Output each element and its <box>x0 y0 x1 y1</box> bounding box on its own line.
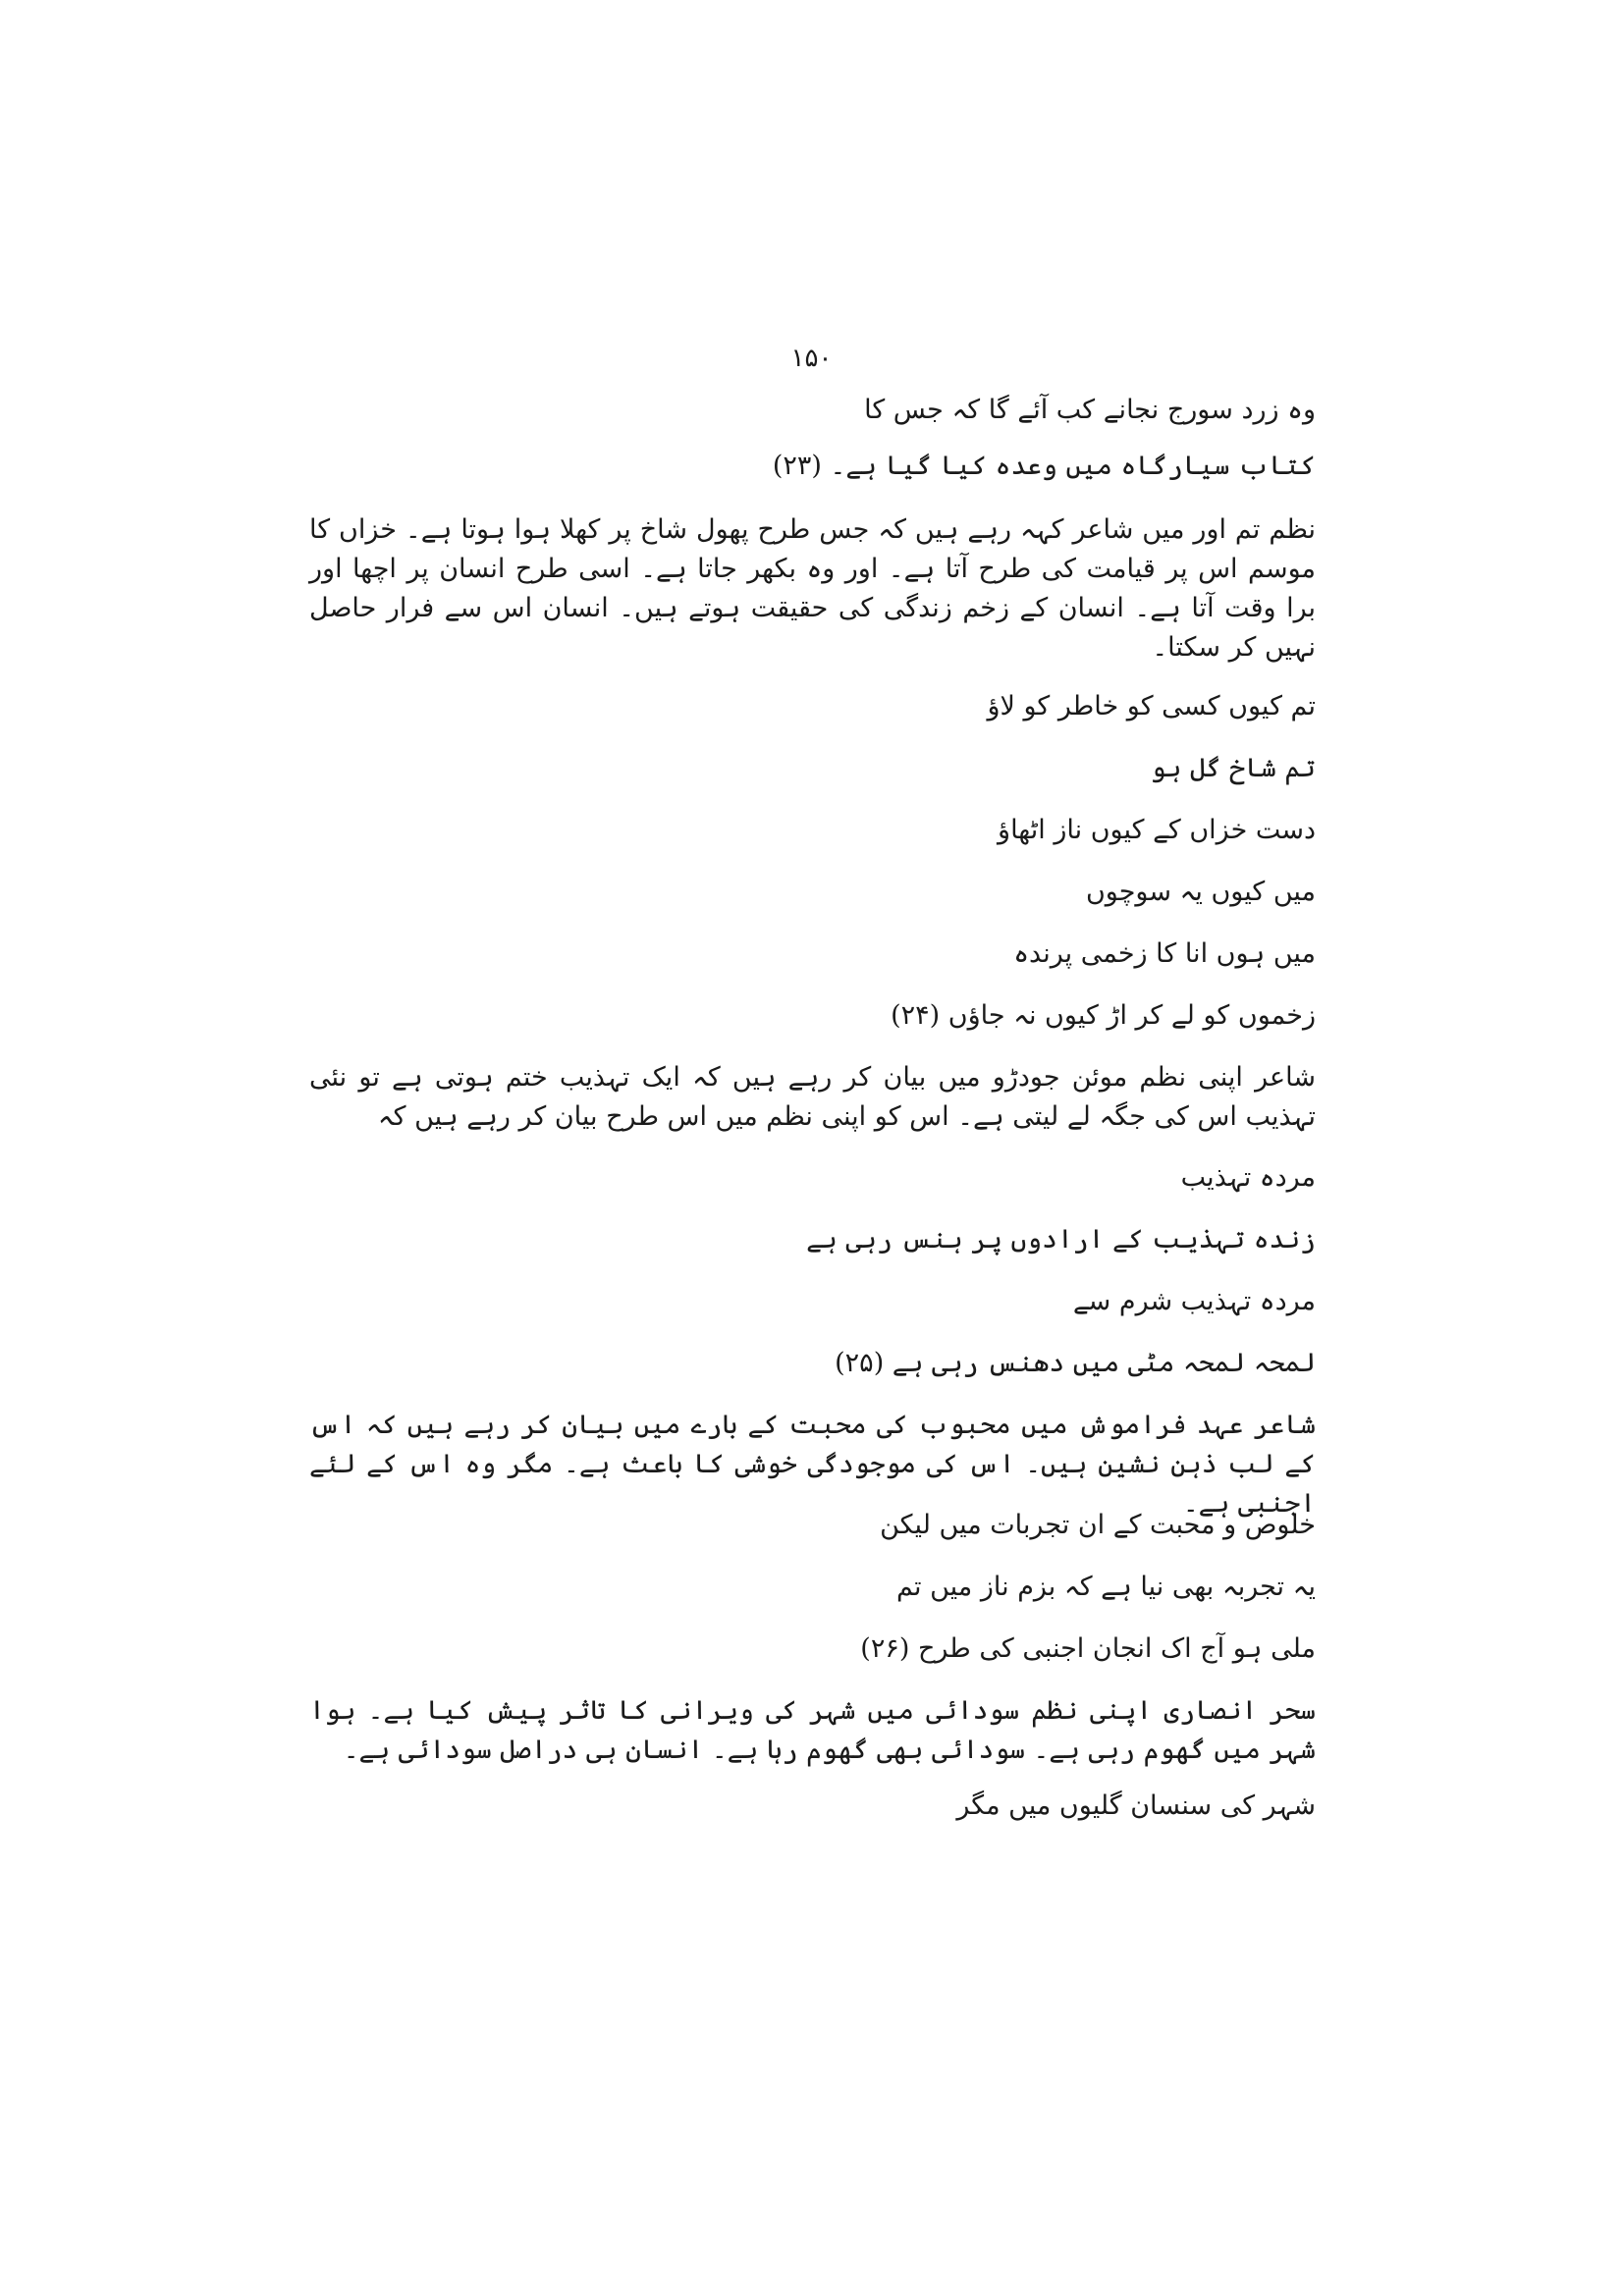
verse-line: تم کیوں کسی کو خاطر کو لاؤ <box>987 691 1316 721</box>
verse-line: زندہ تہذیب کے ارادوں پر ہنس رہی ہے <box>806 1224 1316 1255</box>
prose-paragraph: سحر انصاری اپنی نظم سودائی میں شہر کی ویرانی کا تاثر پیش کیا ہے۔ ہوا شہر میں گھوم رہی ہے۔ سودائی بھی گھوم رہا ہے۔ انسان ہی دراصل سودائی ہے۔ <box>309 1695 1316 1765</box>
verse-line: لمحہ لمحہ مٹی میں دھنس رہی ہے (۲۵) <box>835 1348 1316 1378</box>
verse-line: یہ تجربہ بھی نیا ہے کہ بزم ناز میں تم <box>896 1572 1316 1602</box>
prose-paragraph: شاعر اپنی نظم موئن جودڑو میں بیان کر رہے ہیں کہ ایک تہذیب ختم ہوتی ہے تو نئی تہذیب اس کی جگہ لے لیتی ہے۔ اس کو اپنی نظم میں اس طرح بیان کر رہے ہیں کہ <box>309 1062 1316 1132</box>
verse-line: شہر کی سنسان گلیوں میں مگر <box>956 1790 1316 1821</box>
verse-line: زخموں کو لے کر اڑ کیوں نہ جاؤں (۲۴) <box>891 1000 1316 1031</box>
verse-line: دست خزاں کے کیوں ناز اٹھاؤ <box>998 815 1316 845</box>
prose-paragraph: شاعر عہد فراموش میں محبوب کی محبت کے بارے میں بیان کر رہے ہیں کہ اس کے لب ذہن نشین ہیں۔ اس کی موجودگی خوشی کا باعث ہے۔ مگر وہ اس کے لئے اجنبی ہے۔ <box>309 1410 1316 1519</box>
verse-line: خلوص و محبت کے ان تجربات میں لیکن <box>880 1510 1316 1540</box>
verse-line: مردہ تہذیب <box>1180 1162 1316 1193</box>
prose-paragraph: نظم تم اور میں شاعر کہہ رہے ہیں کہ جس طرح پھول شاخ پر کھلا ہوا ہوتا ہے۔ خزاں کا موسم اس پر قیامت کی طرح آتا ہے۔ اور وہ بکھر جاتا ہے۔ اسی طرح انسان پر اچھا اور برا وقت آتا ہے۔ انسان کے زخم زندگی کی حقیقت ہوتے ہیں۔ انسان اس سے فرار حاصل نہیں کر سکتا۔ <box>309 514 1316 663</box>
page-number: ۱۵۰ <box>790 344 833 373</box>
verse-line: مردہ تہذیب شرم سے <box>1072 1286 1316 1316</box>
verse-line: کتاب سیارگاہ میں وعدہ کیا گیا ہے۔ (۲۳) <box>772 451 1316 481</box>
verse-line: میں کیوں یہ سوچوں <box>1085 877 1316 907</box>
verse-line: تم شاخ گل ہو <box>1150 753 1316 783</box>
verse-line: ملی ہو آج اک انجان اجنبی کی طرح (۲۶) <box>860 1633 1316 1664</box>
verse-line: وہ زرد سورج نجانے کب آئے گا کہ جس کا <box>864 395 1316 425</box>
verse-line: میں ہوں انا کا زخمی پرندہ <box>1013 938 1316 969</box>
